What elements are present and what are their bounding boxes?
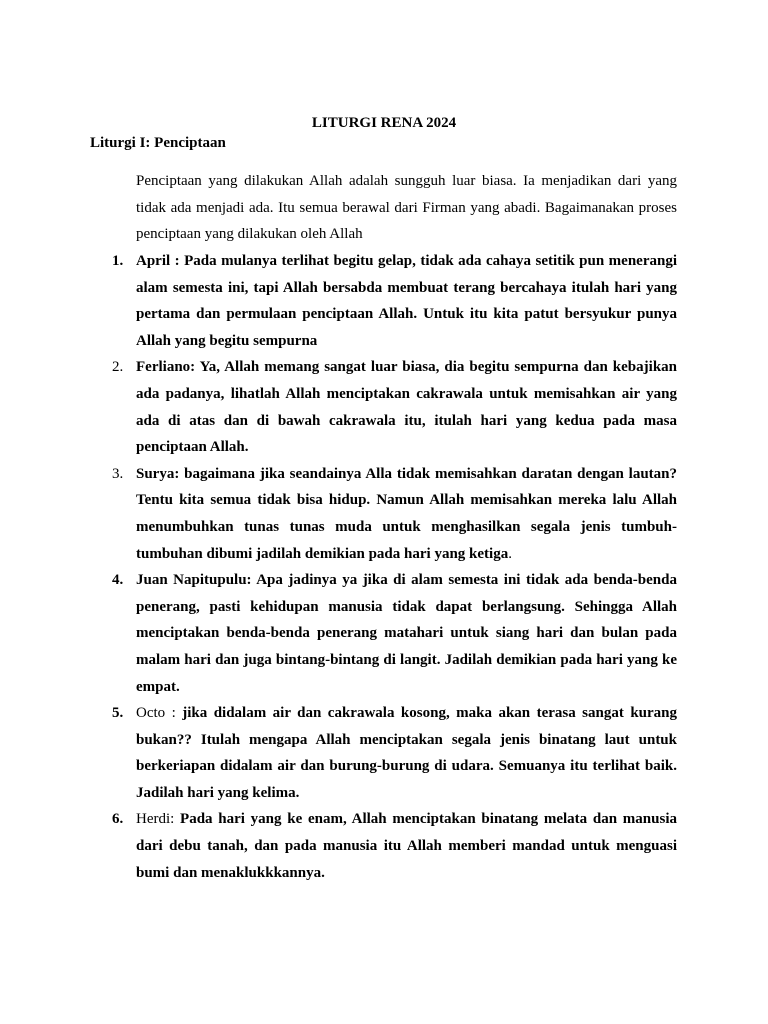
speaker-name: Juan Napitupulu: [136, 572, 252, 589]
item-suffix: . [508, 545, 512, 562]
list-item [106, 700, 677, 806]
item-text: jika didalam air dan cakrawala kosong, maka akan terasa sangat kurang bukan?? Itulah mengapa Allah menciptakan segala jenis binatang laut untuk berkeriapan didalam air dan burung-burung di udara. Semuanya itu terlihat baik. Jadilah hari yang kelima. [136, 705, 677, 801]
item-text: bagaimana jika seandainya Alla tidak memisahkan daratan dengan lautan? Tentu kita semua tidak bisa hidup. Namun Allah memisahkan mereka lalu Allah menumbuhkan tunas tunas muda untuk menghasilkan segala jenis tumbuh-tumbuhan dibumi jadilah demikian pada hari yang ketiga [136, 465, 677, 562]
item-text: Apa jadinya ya jika di alam semesta ini tidak ada benda-benda penerang, pasti kehidupan manusia tidak dapat berlangsung. Sehingga Allah menciptakan benda-benda penerang matahari untuk siang hari dan bulan pada malam hari dan juga bintang-bintang di langit. Jadilah demikian pada hari yang ke empat. [136, 572, 677, 695]
item-text: Pada hari yang ke enam, Allah menciptakan binatang melata dan manusia dari debu tanah, dan pada manusia itu Allah memberi mandad untuk menguasi bumi dan menaklukkkannya. [136, 811, 677, 881]
item-number: 3. [112, 465, 124, 482]
item-text: : Ya, Allah memang sangat luar biasa, dia begitu sempurna dan kebajikan ada padanya, lihatlah Allah menciptakan cakrawala untuk memisahkan air yang ada di atas dan di bawah cakrawala itu, itulah hari yang kedua pada masa penciptaan Allah. [136, 359, 677, 456]
speaker-name: Ferliano [136, 359, 191, 376]
item-number: 4. [112, 572, 124, 589]
item-text: Pada mulanya terlihat begitu gelap, tidak ada cahaya setitik pun menerangi alam semesta ini, tapi Allah bersabda membuat terang bercahaya itulah hari yang pertama dan permulaan penciptaan Allah. Untuk itu kita patut bersyukur punya Allah yang begitu sempurna [136, 253, 677, 349]
list-item [106, 567, 677, 700]
list-item [106, 461, 677, 567]
item-number: 6. [112, 811, 124, 828]
item-number: 1. [112, 253, 124, 269]
item-number: 5. [112, 705, 124, 722]
list-item [106, 354, 677, 460]
speaker-name: Octo : [136, 705, 176, 722]
speaker-name: Surya: [136, 465, 180, 482]
list-item [106, 806, 677, 886]
speaker-name: Herdi: [136, 811, 175, 828]
intro-paragraph: Penciptaan yang dilakukan Allah adalah sungguh luar biasa. Ia menjadikan dari yang tidak ada menjadi ada. Itu semua berawal dari Firman yang abadi. Bagaimanakan proses penciptaan yang dilakukan oleh Allah [136, 173, 677, 242]
speaker-list [106, 248, 677, 886]
speaker-name: April : [136, 253, 180, 269]
item-number: 2. [112, 359, 124, 376]
section-heading: Liturgi I: Penciptaan [90, 135, 226, 151]
list-item [106, 248, 677, 354]
document-title: LITURGI RENA 2024 [311, 115, 457, 131]
